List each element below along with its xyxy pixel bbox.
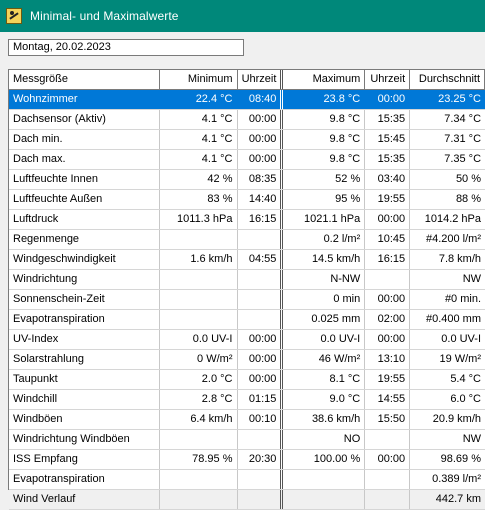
cell-minimum: 4.1 °C (160, 110, 238, 129)
cell-durchschnitt: 88 % (455, 193, 482, 205)
cell-durchschnitt: #4.200 l/m² (425, 233, 482, 245)
cell-minimum: 4.1 °C (160, 150, 238, 169)
cell-max-uhrzeit: 15:50 (365, 410, 410, 429)
cell-minimum: 2.0 °C (160, 370, 238, 389)
cell-messgroesse: Luftfeuchte Innen (9, 170, 160, 189)
cell-minimum: 1.6 km/h (160, 250, 238, 269)
cell-max-uhrzeit: 15:35 (365, 150, 410, 169)
cell-maximum: 52 % (283, 170, 365, 189)
table-row[interactable] (9, 170, 485, 190)
cell-min-uhrzeit: 14:40 (238, 190, 284, 209)
weather-app-icon[interactable] (6, 8, 22, 24)
cell-messgroesse: Wind Verlauf (9, 490, 160, 509)
cell-max-uhrzeit: 00:00 (365, 450, 410, 469)
table-row[interactable] (9, 370, 485, 390)
table-body (9, 90, 485, 510)
cell-min-uhrzeit: 00:10 (238, 410, 284, 429)
cell-min-uhrzeit (238, 470, 284, 489)
cell-minimum: 83 % (160, 190, 238, 209)
cell-messgroesse: Wohnzimmer (9, 90, 160, 109)
cell-min-uhrzeit: 04:55 (238, 250, 284, 269)
cell-durchschnitt: 50 % (455, 173, 482, 185)
cell-messgroesse: Windgeschwindigkeit (9, 250, 160, 269)
cell-messgroesse: Dach min. (9, 130, 160, 149)
cell-min-uhrzeit (238, 270, 284, 289)
cell-minimum: 0 W/m² (160, 350, 238, 369)
cell-durchschnitt: 20.9 km/h (432, 413, 482, 425)
header-messgroesse[interactable]: Messgröße (9, 70, 160, 89)
cell-maximum: 23.8 °C (283, 90, 365, 109)
table-row[interactable] (9, 190, 485, 210)
cell-messgroesse: Windböen (9, 410, 160, 429)
cell-minimum: 6.4 km/h (160, 410, 238, 429)
cell-messgroesse: Solarstrahlung (9, 350, 160, 369)
cell-durchschnitt: 6.0 °C (450, 393, 482, 405)
cell-maximum: 100.00 % (283, 450, 365, 469)
table-row[interactable] (9, 430, 485, 450)
cell-min-uhrzeit (238, 310, 284, 329)
cell-min-uhrzeit: 16:15 (238, 210, 284, 229)
cell-maximum: 9.0 °C (283, 390, 365, 409)
table-row[interactable] (9, 250, 485, 270)
cell-messgroesse: Windrichtung (9, 270, 160, 289)
cell-durchschnitt: 1014.2 hPa (424, 213, 482, 225)
cell-maximum (283, 470, 365, 489)
table-row[interactable] (9, 410, 485, 430)
cell-durchschnitt: NW (462, 433, 482, 445)
cell-durchschnitt: 98.69 % (440, 453, 482, 465)
cell-minimum (160, 230, 238, 249)
header-max-uhrzeit[interactable]: Uhrzeit (365, 70, 410, 89)
cell-durchschnitt: 442.7 km (435, 493, 482, 505)
cell-messgroesse: Luftfeuchte Außen (9, 190, 160, 209)
cell-minimum (160, 430, 238, 449)
table-row[interactable] (9, 390, 485, 410)
cell-maximum: 1021.1 hPa (283, 210, 365, 229)
cell-min-uhrzeit: 00:00 (238, 110, 284, 129)
cell-min-uhrzeit (238, 230, 284, 249)
cell-maximum: 9.8 °C (283, 150, 365, 169)
cell-maximum: 9.8 °C (283, 110, 365, 129)
cell-min-uhrzeit: 08:40 (238, 90, 284, 109)
cell-maximum: 0.0 UV-I (283, 330, 365, 349)
cell-maximum: 0.025 mm (283, 310, 365, 329)
cell-durchschnitt: 0.389 l/m² (432, 473, 482, 485)
table-header (9, 70, 485, 90)
table-row[interactable] (9, 130, 485, 150)
table-row[interactable] (9, 210, 485, 230)
cell-durchschnitt: 7.8 km/h (438, 253, 482, 265)
cell-durchschnitt: 7.34 °C (444, 113, 482, 125)
cell-durchschnitt: 0.0 UV-I (441, 333, 482, 345)
cell-minimum (160, 470, 238, 489)
cell-maximum: 95 % (283, 190, 365, 209)
table-row[interactable] (9, 90, 485, 110)
table-row[interactable] (9, 350, 485, 370)
cell-messgroesse: Dach max. (9, 150, 160, 169)
date-field[interactable]: Montag, 20.02.2023 (8, 39, 244, 56)
cell-messgroesse: UV-Index (9, 330, 160, 349)
cell-min-uhrzeit (238, 490, 284, 509)
cell-min-uhrzeit: 00:00 (238, 350, 284, 369)
cell-durchschnitt: #0 min. (444, 293, 482, 305)
cell-min-uhrzeit (238, 290, 284, 309)
cell-durchschnitt: 7.31 °C (444, 133, 482, 145)
cell-minimum: 4.1 °C (160, 130, 238, 149)
cell-messgroesse: Windrichtung Windböen (9, 430, 160, 449)
cell-messgroesse: Evapotranspiration (9, 310, 160, 329)
cell-max-uhrzeit: 00:00 (365, 290, 410, 309)
cell-max-uhrzeit: 15:35 (365, 110, 410, 129)
cell-maximum: 46 W/m² (283, 350, 365, 369)
cell-minimum: 78.95 % (160, 450, 238, 469)
table-row[interactable] (9, 230, 485, 250)
cell-minimum: 0.0 UV-I (160, 330, 238, 349)
cell-maximum (283, 490, 365, 509)
cell-min-uhrzeit: 00:00 (238, 330, 284, 349)
cell-minimum: 1011.3 hPa (160, 210, 238, 229)
cell-max-uhrzeit: 19:55 (365, 370, 410, 389)
cell-minimum (160, 270, 238, 289)
cell-messgroesse: Dachsensor (Aktiv) (9, 110, 160, 129)
cell-maximum: 38.6 km/h (283, 410, 365, 429)
cell-min-uhrzeit: 00:00 (238, 130, 284, 149)
table-row[interactable] (9, 450, 485, 470)
cell-min-uhrzeit: 00:00 (238, 370, 284, 389)
cell-messgroesse: Luftdruck (9, 210, 160, 229)
header-durchschnitt[interactable]: Durchschnitt (410, 70, 485, 89)
cell-max-uhrzeit: 14:55 (365, 390, 410, 409)
table-row[interactable] (9, 470, 485, 490)
cell-min-uhrzeit: 20:30 (238, 450, 284, 469)
header-maximum[interactable]: Maximum (283, 70, 365, 89)
cell-maximum: 14.5 km/h (283, 250, 365, 269)
cell-maximum: 0 min (283, 290, 365, 309)
cell-minimum: 22.4 °C (160, 90, 238, 109)
cell-max-uhrzeit (365, 270, 410, 289)
min-max-table[interactable] (8, 69, 485, 505)
header-min-uhrzeit[interactable]: Uhrzeit (238, 70, 284, 89)
cell-max-uhrzeit: 02:00 (365, 310, 410, 329)
cell-durchschnitt: 5.4 °C (450, 373, 482, 385)
cell-durchschnitt: 7.35 °C (444, 153, 482, 165)
header-minimum[interactable]: Minimum (160, 70, 238, 89)
title-bar (0, 0, 485, 32)
cell-max-uhrzeit: 03:40 (365, 170, 410, 189)
cell-messgroesse: Evapotranspiration (9, 470, 160, 489)
cell-max-uhrzeit (365, 470, 410, 489)
cell-minimum: 42 % (160, 170, 238, 189)
cell-min-uhrzeit: 00:00 (238, 150, 284, 169)
cell-min-uhrzeit: 08:35 (238, 170, 284, 189)
cell-max-uhrzeit: 00:00 (365, 330, 410, 349)
table-row[interactable] (9, 150, 485, 170)
cell-max-uhrzeit: 16:15 (365, 250, 410, 269)
cell-maximum: 8.1 °C (283, 370, 365, 389)
cell-minimum (160, 310, 238, 329)
table-row[interactable] (9, 290, 485, 310)
cell-max-uhrzeit: 00:00 (365, 210, 410, 229)
cell-maximum: NO (283, 430, 365, 449)
cell-max-uhrzeit: 00:00 (365, 90, 410, 109)
cell-max-uhrzeit: 15:45 (365, 130, 410, 149)
cell-min-uhrzeit (238, 430, 284, 449)
cell-messgroesse: ISS Empfang (9, 450, 160, 469)
cell-messgroesse: Windchill (9, 390, 160, 409)
cell-durchschnitt: #0.400 mm (425, 313, 482, 325)
cell-messgroesse: Sonnenschein-Zeit (9, 290, 160, 309)
table-row[interactable] (9, 310, 485, 330)
cell-max-uhrzeit (365, 430, 410, 449)
cell-durchschnitt: NW (462, 273, 482, 285)
table-row[interactable] (9, 330, 485, 350)
cell-minimum (160, 490, 238, 509)
cell-max-uhrzeit (365, 490, 410, 509)
window-title: Minimal- und Maximalwerte (30, 9, 179, 23)
cell-messgroesse: Taupunkt (9, 370, 160, 389)
cell-min-uhrzeit: 01:15 (238, 390, 284, 409)
cell-minimum: 2.8 °C (160, 390, 238, 409)
cell-maximum: N-NW (283, 270, 365, 289)
cell-max-uhrzeit: 13:10 (365, 350, 410, 369)
cell-max-uhrzeit: 10:45 (365, 230, 410, 249)
cell-messgroesse: Regenmenge (9, 230, 160, 249)
cell-maximum: 9.8 °C (283, 130, 365, 149)
cell-maximum: 0.2 l/m² (283, 230, 365, 249)
table-row[interactable] (9, 270, 485, 290)
table-row[interactable] (9, 490, 485, 510)
cell-minimum (160, 290, 238, 309)
cell-max-uhrzeit: 19:55 (365, 190, 410, 209)
cell-durchschnitt: 23.25 °C (438, 93, 482, 105)
cell-durchschnitt: 19 W/m² (439, 353, 482, 365)
table-row[interactable] (9, 110, 485, 130)
